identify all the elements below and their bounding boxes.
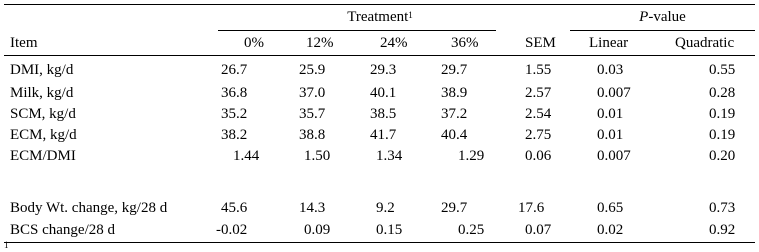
value-sem: 17.6: [518, 200, 545, 216]
value-0pct: 35.2: [221, 106, 248, 122]
col-header-12pct: 12%: [306, 35, 334, 51]
value-quadratic: 0.55: [709, 62, 736, 78]
treatment-group-rule: [218, 30, 496, 31]
value-12pct: 1.50: [304, 148, 331, 164]
value-0pct: -0.02: [216, 222, 248, 238]
value-sem: 1.55: [525, 62, 552, 78]
value-sem: 2.75: [525, 127, 552, 143]
treatment-group-header: [270, 9, 490, 26]
value-36pct: 40.4: [441, 127, 468, 143]
col-header-36pct: 36%: [451, 35, 479, 51]
value-0pct: 36.8: [221, 85, 248, 101]
value-12pct: 14.3: [299, 200, 326, 216]
value-24pct: 9.2: [376, 200, 395, 216]
value-0pct: 38.2: [221, 127, 248, 143]
value-36pct: 1.29: [458, 148, 485, 164]
value-linear: 0.01: [597, 106, 624, 122]
value-36pct: 29.7: [441, 200, 468, 216]
col-header-24pct: 24%: [380, 35, 408, 51]
value-12pct: 25.9: [299, 62, 326, 78]
value-linear: 0.01: [597, 127, 624, 143]
value-24pct: 38.5: [370, 106, 397, 122]
treatment-footnote-mark: 1: [408, 10, 413, 20]
value-sem: 0.06: [525, 148, 552, 164]
row-item-label: Body Wt. change, kg/28 d: [10, 200, 168, 216]
value-quadratic: 0.73: [709, 200, 736, 216]
value-sem: 2.54: [525, 106, 552, 122]
row-item-label: ECM, kg/d: [10, 127, 77, 143]
pvalue-group-rule: [570, 30, 755, 31]
value-12pct: 35.7: [299, 106, 326, 122]
value-linear: 0.03: [597, 62, 624, 78]
value-36pct: 29.7: [441, 62, 468, 78]
col-header-sem: SEM: [525, 35, 556, 51]
value-quadratic: 0.28: [709, 85, 736, 101]
value-0pct: 1.44: [233, 148, 260, 164]
value-12pct: 37.0: [299, 85, 326, 101]
value-24pct: 0.15: [376, 222, 403, 238]
value-12pct: 38.8: [299, 127, 326, 143]
col-header-linear: Linear: [589, 35, 629, 51]
value-24pct: 29.3: [370, 62, 397, 78]
value-linear: 0.007: [597, 148, 631, 164]
table-bottom-rule: [4, 242, 755, 243]
col-header-0pct: 0%: [244, 35, 264, 51]
value-12pct: 0.09: [304, 222, 331, 238]
value-36pct: 37.2: [441, 106, 468, 122]
row-item-label: BCS change/28 d: [10, 222, 115, 238]
value-0pct: 26.7: [221, 62, 248, 78]
col-header-quadratic: Quadratic: [675, 35, 735, 51]
value-quadratic: 0.19: [709, 127, 736, 143]
value-24pct: 41.7: [370, 127, 397, 143]
value-quadratic: 0.19: [709, 106, 736, 122]
value-36pct: 0.25: [458, 222, 485, 238]
value-quadratic: 0.20: [709, 148, 736, 164]
value-linear: 0.65: [597, 200, 624, 216]
value-sem: 2.57: [525, 85, 552, 101]
value-sem: 0.07: [525, 222, 552, 238]
footnote-mark: 1: [4, 240, 9, 250]
value-linear: 0.02: [597, 222, 624, 238]
row-item-label: DMI, kg/d: [10, 62, 74, 78]
treatment-label: Treatment: [347, 9, 409, 25]
value-linear: 0.007: [597, 85, 631, 101]
col-header-item: Item: [10, 35, 38, 51]
row-item-label: ECM/DMI: [10, 148, 76, 164]
value-24pct: 40.1: [370, 85, 397, 101]
pvalue-group-header: [570, 9, 755, 26]
value-0pct: 45.6: [221, 200, 248, 216]
table-header-rule: [4, 55, 755, 56]
value-36pct: 38.9: [441, 85, 468, 101]
pvalue-label-rest: -value: [648, 9, 686, 25]
row-item-label: SCM, kg/d: [10, 106, 76, 122]
table-top-rule: [4, 4, 755, 5]
value-quadratic: 0.92: [709, 222, 736, 238]
value-24pct: 1.34: [376, 148, 403, 164]
row-item-label: Milk, kg/d: [10, 85, 74, 101]
pvalue-italic-p: P: [639, 9, 649, 25]
